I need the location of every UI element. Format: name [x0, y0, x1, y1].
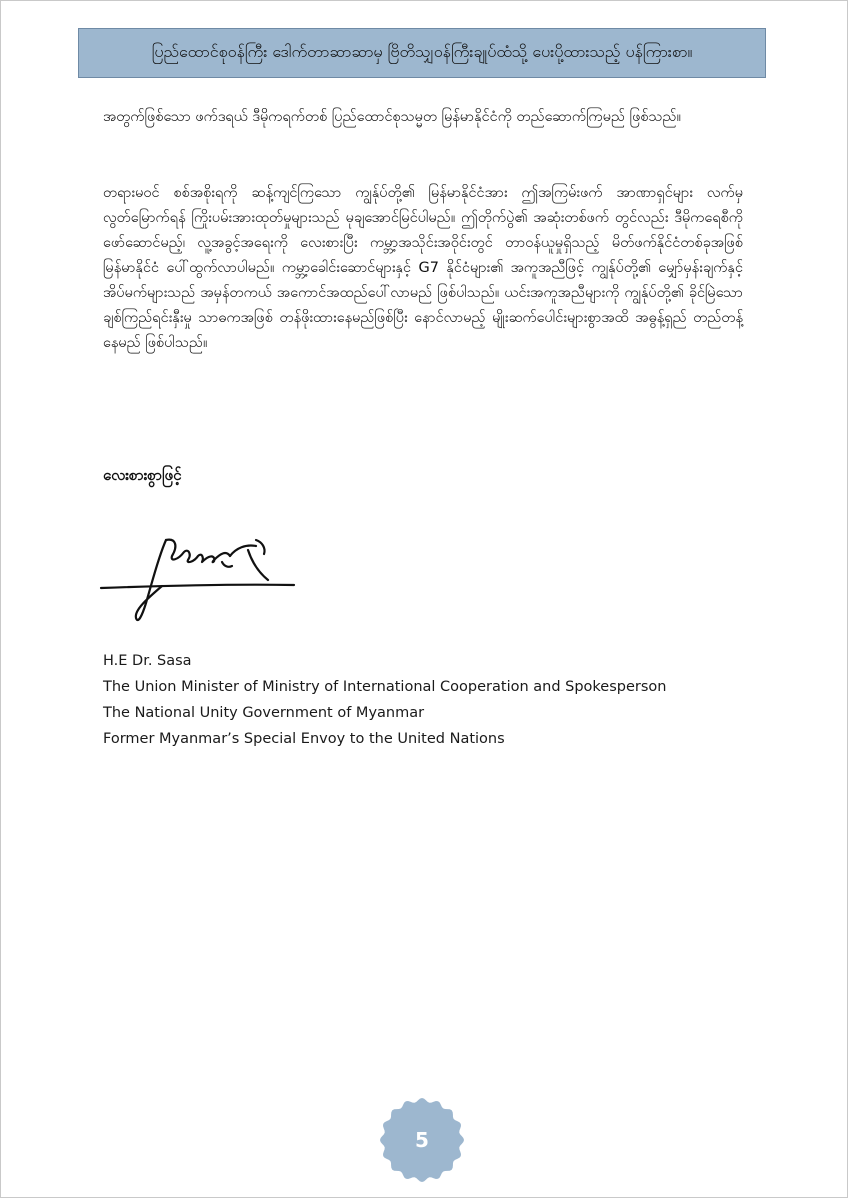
signatory-title-3: Former Myanmar’s Special Envoy to the United Nations — [103, 731, 505, 747]
body-paragraph-1: အတွက်ဖြစ်သော ဖက်ဒရယ် ဒီမိုကရက်တစ် ပြည်ထောင်စုသမ္မတ မြန်မာနိုင်ငံကို တည်ဆောက်ကြမည် ဖြစ်သည်။ — [103, 109, 681, 125]
handwritten-signature — [96, 528, 306, 628]
signatory-credentials — [103, 648, 667, 752]
body-paragraph-2: တရားမဝင် စစ်အစိုးရကို ဆန့်ကျင်ကြသော ကျွန်ုပ်တို့၏ မြန်မာနိုင်ငံအား ဤအကြမ်းဖက် အာဏာရှင်များ လက်မှ လွတ်မြောက်ရန် ကြိုးပမ်းအားထုတ်မှုများသည် မုချအောင်မြင်ပါမည်။ ဤတိုက်ပွဲ၏ အဆုံးတစ်ဖက် တွင်လည်း ဒီမိုကရေစီကို ဖော်ဆောင်မည့်၊ လူ့အခွင့်အရေးကို လေးစားပြီး ကမ္ဘာ့အသိုင်းအဝိုင်းတွင် တာဝန်ယူမှုရှိသည့် မိတ်ဖက်နိုင်ငံတစ်ခုအဖြစ် မြန်မာနိုင်ငံ ပေါ်ထွက်လာပါမည်။ ကမ္ဘာ့ခေါင်းဆောင်များနှင့် G7 နိုင်ငံများ၏ အကူအညီဖြင့် ကျွန်ုပ်တို့၏ မျှော်မှန်းချက်နှင့် အိပ်မက်များသည် အမှန်တကယ် အကောင်အထည်ပေါ်လာမည် ဖြစ်ပါသည်။ ယင်းအကူအညီများကို ကျွန်ုပ်တို့၏ ခိုင်မြဲသော ချစ်ကြည်ရင်းနှီးမှု သာဓကအဖြစ် တန်ဖိုးထားနေမည်ဖြစ်ပြီး နောင်လာမည့် မျိုးဆက်ပေါင်းများစွာအထိ အဓွန့်ရှည် တည်တန့် နေမည် ဖြစ်ပါသည်။ — [103, 185, 743, 351]
signatory-title-1: The Union Minister of Ministry of International Cooperation and Spokesperson — [103, 679, 667, 695]
header-title: ပြည်ထောင်စုဝန်ကြီး ဒေါက်တာဆာဆာမှ ဗြိတိသျှဝန်ကြီးချုပ်ထံသို့ ပေးပို့ထားသည့် ပန်ကြားစာ။ — [151, 42, 693, 61]
signatory-name: H.E Dr. Sasa — [103, 653, 192, 669]
signatory-title-2: The National Unity Government of Myanmar — [103, 705, 425, 721]
page-number: 5 — [415, 1128, 429, 1152]
closing-salutation: လေးစားစွာဖြင့် — [103, 466, 182, 484]
header-banner — [78, 28, 766, 78]
